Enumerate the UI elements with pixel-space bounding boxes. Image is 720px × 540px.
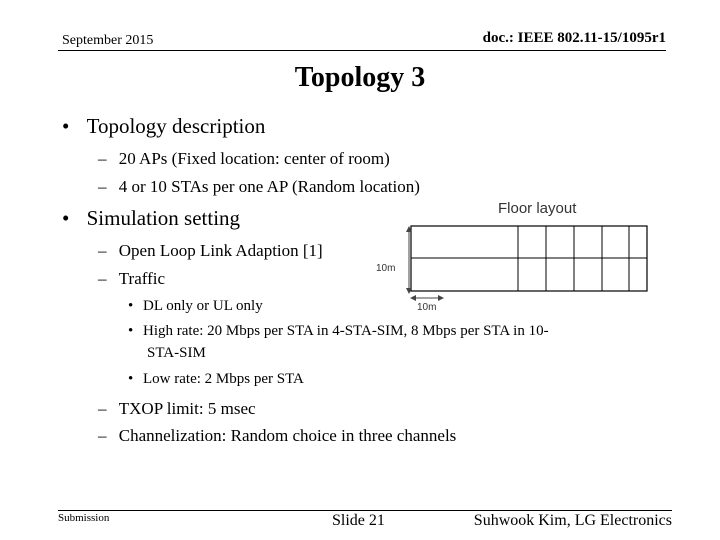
dash: –	[98, 177, 107, 196]
bullet-topology	[62, 114, 265, 139]
header-divider	[58, 50, 666, 51]
bullet-simulation	[62, 206, 240, 231]
sub-bullet-dot: •	[128, 298, 134, 314]
footer-slide-number: Slide 21	[332, 512, 385, 529]
slide-title: Topology 3	[294, 62, 426, 93]
bullet-dot: •	[62, 206, 70, 230]
simulation-item	[98, 269, 165, 289]
traffic-item-text: High rate: 20 Mbps per STA in 4-STA-SIM, 8 Mbps per STA in 10-	[143, 323, 549, 339]
traffic-item-continuation: STA-SIM	[147, 345, 206, 361]
simulation-item-text: Channelization: Random choice in three channels	[118, 426, 457, 445]
arrow-left-icon	[410, 295, 416, 301]
dash: –	[98, 399, 107, 418]
dash: –	[98, 149, 107, 168]
floor-height-label: 10m	[376, 263, 396, 274]
simulation-item-text: Open Loop Link Adaption [1]	[118, 241, 323, 260]
simulation-item	[98, 241, 323, 261]
traffic-item-text: Low rate: 2 Mbps per STA	[143, 371, 304, 387]
simulation-item	[98, 426, 456, 446]
footer-author: Suhwook Kim, LG Electronics	[473, 512, 672, 529]
traffic-item	[128, 371, 304, 388]
arrow-right-icon	[438, 295, 444, 301]
footer-divider	[58, 510, 672, 511]
floor-width-label: 10m	[417, 302, 437, 313]
bullet-dot: •	[62, 114, 70, 138]
dash: –	[98, 426, 107, 445]
floor-layout-title: Floor layout	[498, 200, 577, 217]
topology-item-text: 20 APs (Fixed location: center of room)	[118, 149, 390, 168]
dash: –	[98, 269, 107, 288]
bullet-topology-label: Topology description	[86, 114, 266, 138]
topology-item-text: 4 or 10 STAs per one AP (Random location)	[118, 177, 420, 196]
topology-item	[98, 177, 420, 197]
sub-bullet-dot: •	[128, 371, 134, 387]
header-doc-id: doc.: IEEE 802.11-15/1095r1	[482, 30, 666, 46]
traffic-item-text: DL only or UL only	[143, 298, 263, 314]
footer-submission: Submission	[58, 512, 110, 524]
traffic-item	[128, 323, 549, 340]
header-date: September 2015	[62, 33, 154, 48]
simulation-item-text: TXOP limit: 5 msec	[118, 399, 256, 418]
simulation-item-text: Traffic	[118, 269, 166, 288]
bullet-simulation-label: Simulation setting	[86, 206, 241, 230]
topology-item	[98, 149, 390, 169]
traffic-item	[128, 298, 263, 315]
dash: –	[98, 241, 107, 260]
sub-bullet-dot: •	[128, 323, 134, 339]
simulation-item	[98, 399, 256, 419]
